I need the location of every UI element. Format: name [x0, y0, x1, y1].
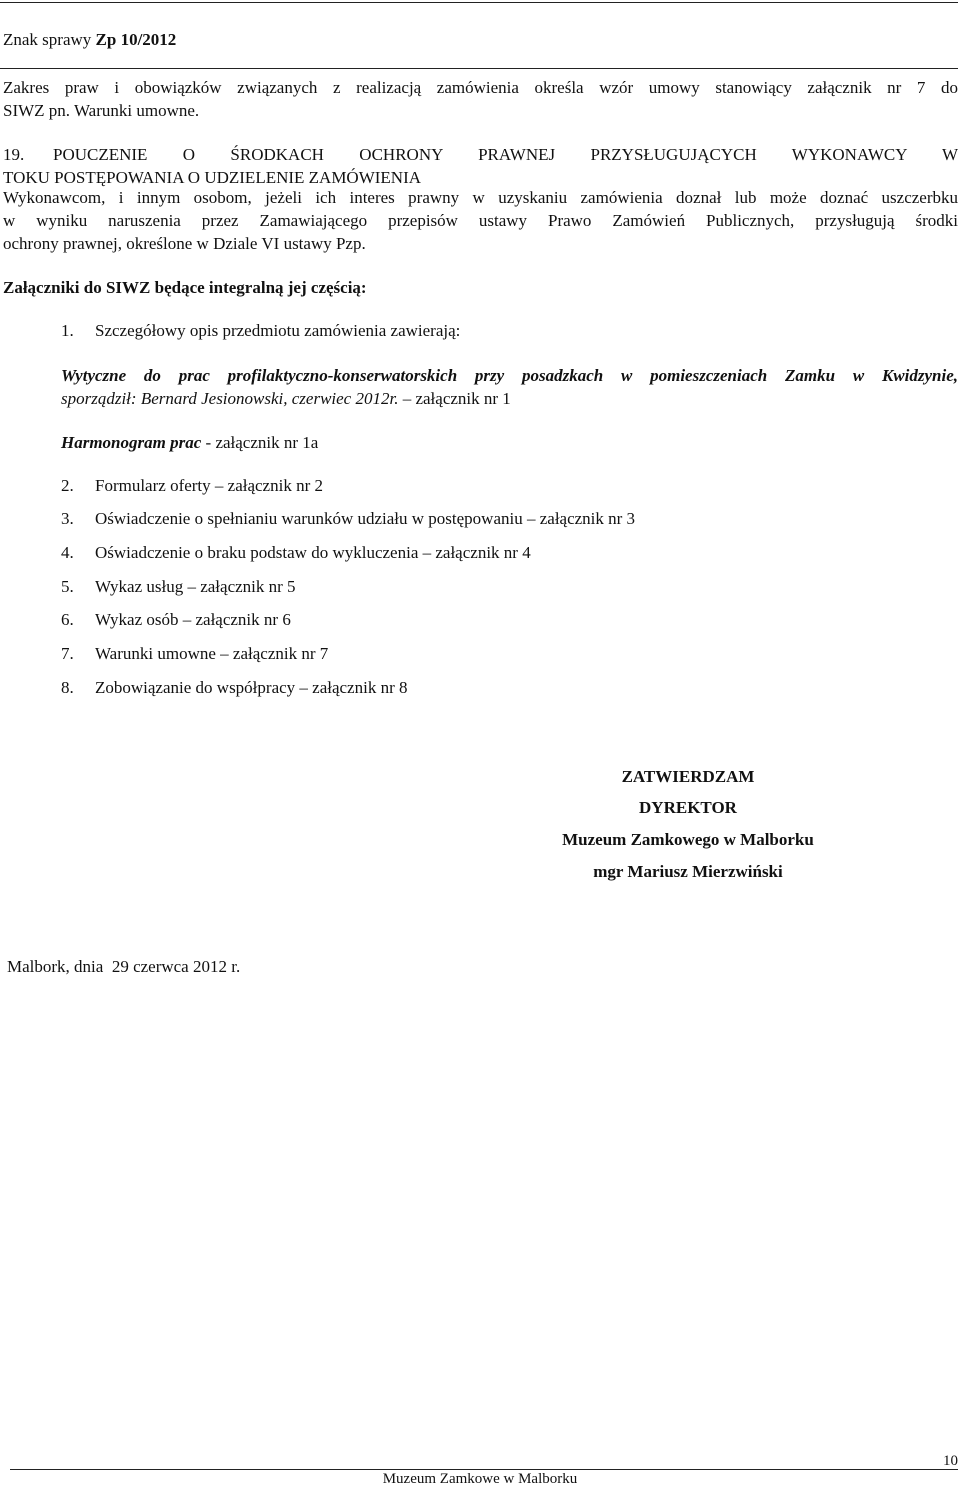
- attachment-item-3: [61, 507, 861, 530]
- list-item-text: Formularz oferty – załącznik nr 2: [95, 476, 323, 495]
- page-number: 10: [943, 1453, 958, 1469]
- list-item-text: Wykaz osób – załącznik nr 6: [95, 610, 291, 629]
- list-item-text: Warunki umowne – załącznik nr 7: [95, 644, 329, 663]
- schedule-line: [61, 431, 761, 454]
- section-19-number: 19.: [3, 145, 25, 164]
- list-item-number: 3.: [61, 509, 74, 528]
- approval-signatory: mgr Mariusz Mierzwiński: [593, 862, 783, 881]
- attachment-item-5: [61, 575, 861, 598]
- place-date: Malbork, dnia 29 czerwca 2012 r.: [7, 957, 241, 976]
- section-19-heading-line-1: POUCZENIE O ŚRODKACH OCHRONY PRAWNEJ PRZYSŁUGUJĄCYCH WYKONAWCY W: [53, 145, 958, 164]
- section-19-body-line-1: Wykonawcom, i innym osobom, jeżeli ich interes prawny w uzyskaniu zamówienia doznał lub może doznać uszczerbku: [3, 188, 958, 207]
- case-reference: [3, 28, 403, 51]
- case-number: Zp 10/2012: [95, 30, 177, 49]
- section-19-body-line-3: ochrony prawnej, określone w Dziale VI ustawy Pzp.: [3, 234, 366, 253]
- approval-approved: ZATWIERDZAM: [621, 767, 755, 786]
- attachment-item-8: [61, 676, 861, 699]
- header-bottom-rule: [0, 68, 958, 69]
- attachment-item-7: [61, 642, 861, 665]
- approval-director: DYREKTOR: [639, 798, 737, 817]
- attachments-heading: Załączniki do SIWZ będące integralną jej częścią:: [3, 278, 367, 297]
- attachment-item-2: [61, 474, 861, 497]
- list-item-number: 6.: [61, 610, 74, 629]
- list-item-text: Wykaz usług – załącznik nr 5: [95, 577, 296, 596]
- guidelines-author-italic: sporządził: Bernard Jesionowski, czerwiec 2012r.: [61, 389, 399, 408]
- list-item-number: 7.: [61, 644, 74, 663]
- list-item-number: 2.: [61, 476, 74, 495]
- list-item-number: 5.: [61, 577, 74, 596]
- section-19-body-line-2: w wyniku naruszenia przez Zamawiającego przepisów ustawy Prawo Zamówień Publicznych, przysługują środki: [3, 211, 958, 230]
- footer-institution: Muzeum Zamkowe w Malborku: [382, 1471, 578, 1487]
- guidelines-title: Wytyczne do prac profilaktyczno-konserwatorskich przy posadzkach w pomieszczeniach Zamku w Kwidzynie,: [61, 366, 958, 385]
- list-item-number: 8.: [61, 678, 74, 697]
- intro-line-2: SIWZ pn. Warunki umowne.: [3, 101, 200, 120]
- attachment-item-1-text: Szczegółowy opis przedmiotu zamówienia zawierają:: [95, 321, 461, 340]
- list-item-text: Oświadczenie o braku podstaw do wykluczenia – załącznik nr 4: [95, 543, 531, 562]
- case-label: Znak sprawy: [3, 30, 92, 49]
- approval-institution: Muzeum Zamkowego w Malborku: [562, 830, 814, 849]
- list-item-number: 4.: [61, 543, 74, 562]
- guidelines-author: [61, 387, 958, 410]
- attachment-item-6: [61, 608, 861, 631]
- schedule-title: Harmonogram prac: [61, 433, 202, 452]
- header-top-rule: [0, 2, 958, 3]
- attachment-item-1-number: 1.: [61, 321, 74, 340]
- intro-line-1: Zakres praw i obowiązków związanych z realizacją zamówienia określa wzór umowy stanowiący załącznik nr 7 do: [3, 78, 958, 97]
- schedule-attachment-ref: - załącznik nr 1a: [201, 433, 319, 452]
- attachment-item-1: [61, 319, 861, 342]
- list-item-text: Zobowiązanie do współpracy – załącznik nr 8: [95, 678, 408, 697]
- list-item-text: Oświadczenie o spełnianiu warunków udziału w postępowaniu – załącznik nr 3: [95, 509, 636, 528]
- section-19-heading: [3, 143, 958, 166]
- section-19-heading-line-2: TOKU POSTĘPOWANIA O UDZIELENIE ZAMÓWIENIA: [3, 168, 422, 187]
- guidelines-attachment-ref: – załącznik nr 1: [398, 389, 511, 408]
- attachment-item-4: [61, 541, 861, 564]
